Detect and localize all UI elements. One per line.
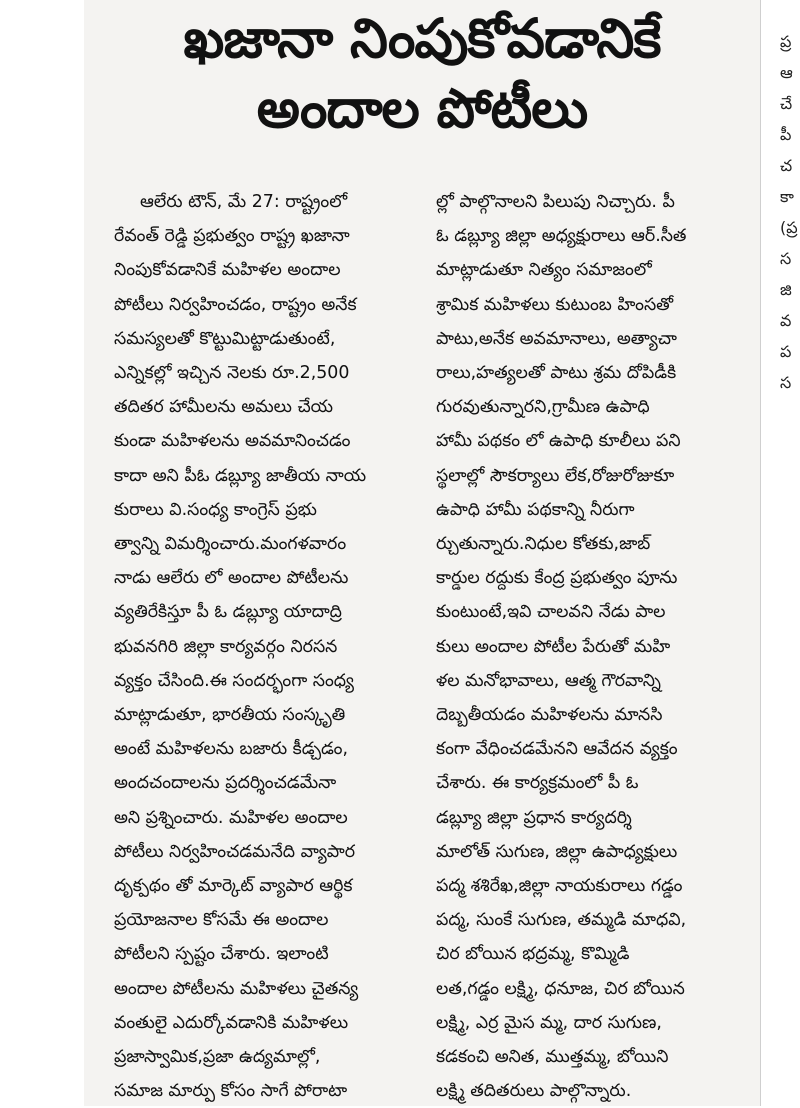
text-line: డబ్ల్యూ జిల్లా ప్రధాన కార్యదర్శి <box>436 807 632 828</box>
side-strip-fragment: ప <box>780 342 792 361</box>
newspaper-clipping <box>84 0 760 1106</box>
side-strip-fragment: చే <box>780 94 793 113</box>
text-line: కుంటుంటే,ఇవి చాలవని నేడు పాల <box>436 602 666 623</box>
text-line: వ్యతిరేకిస్తూ పీ ఓ డబ్ల్యూ యాదాద్రి <box>114 602 342 623</box>
text-line: అంటే మహిళలను బజారు కీడ్చడం, <box>114 739 349 760</box>
headline-line-2: అందాల పోటీలు <box>256 77 588 140</box>
text-line: దెబ్బతీయడం మహిళలను మానసి <box>436 705 663 726</box>
text-line: త్వాన్ని విమర్శించారు.మంగళవారం <box>114 534 347 555</box>
text-line: వంతులై ఎదుర్కోవడానికి మహిళలు <box>114 1012 349 1033</box>
side-strip-fragment: కా <box>780 187 794 206</box>
text-line: శ్రామిక మహిళలు కుటుంబ హింసతో <box>436 294 674 315</box>
text-line: పోటీలు నిర్వహించడమనేది వ్యాపార <box>114 841 356 862</box>
page-divider <box>760 0 761 1106</box>
text-line: మాలోత్ సుగుణ, జిల్లా ఉపాధ్యక్షులు <box>436 841 678 862</box>
text-line: ప్రయోజనాల కోసమే ఈ అందాల <box>114 910 329 931</box>
text-line: దృక్పథం తో మార్కెట్ వ్యాపార ఆర్థిక <box>114 876 353 897</box>
side-strip-fragment: ఆ <box>780 63 793 82</box>
text-line: మాట్లాడుతూ, భారతీయ సంస్కృతి <box>114 705 346 726</box>
text-line: కుండా మహిళలను అవమానించడం <box>114 431 351 452</box>
text-line: కడకంచి అనిత, ముత్తమ్మ, బోయిని <box>436 1047 669 1068</box>
text-line: ల్లో పాల్గొనాలని పిలుపు నిచ్చారు. పీ <box>436 192 675 212</box>
side-strip-fragment: స <box>780 249 792 268</box>
text-line: అందాల పోటీలను మహిళలు చైతన్య <box>114 978 359 999</box>
text-line: భువనగిరి జిల్లా కార్యవర్గం నిరసన <box>114 636 338 657</box>
text-line: స్థలాల్లో సౌకర్యాలు లేక,రోజురోజుకూ <box>436 465 675 486</box>
text-line: పోటీలు నిర్వహించడం, రాష్ట్రం అనేక <box>114 294 357 315</box>
side-strip-fragment: వ <box>780 311 792 330</box>
text-line: హామీ పథకం లో ఉపాధి కూలీలు పని <box>436 431 681 452</box>
text-line: లక్ష్మి తదితరులు పాల్గొన్నారు. <box>436 1081 632 1102</box>
text-line: సమస్యలతో కొట్టుమిట్టాడుతుంటే, <box>114 328 336 349</box>
text-line: తదితర హామీలను అమలు చేయ <box>114 397 334 418</box>
adjacent-article-strip <box>780 0 800 1106</box>
text-line: కాదా అని పీఓ డబ్ల్యూ జాతీయ నాయ <box>114 465 367 486</box>
text-line: పద్మ, సుంకే సుగుణ, తమ్మడి మాధవి, <box>436 910 687 931</box>
text-line: నింపుకోవడానికే మహిళల అందాల <box>114 260 341 281</box>
text-line: ఓ డబ్ల్యూ జిల్లా అధ్యక్షురాలు ఆర్.సీత <box>436 226 687 247</box>
text-line: కార్డుల రద్దుకు కేంద్ర ప్రభుత్వం పూను <box>436 568 678 589</box>
article-column-1 <box>114 185 414 1102</box>
text-line: కంగా వేధించడమేనని ఆవేదన వ్యక్తం <box>436 739 678 760</box>
text-line: అందచందాలను ప్రదర్శించడమేనా <box>114 773 337 794</box>
text-line: ర్చుతున్నారు.నిధుల కోతకు,జాబ్ <box>436 534 651 555</box>
text-line: సమాజ మార్పు కోసం సాగే పోరాటా <box>114 1081 348 1102</box>
text-line: ఎన్నికల్లో ఇచ్చిన నెలకు రూ.2,500 <box>114 363 350 384</box>
text-line: లత,గడ్డం లక్ష్మి, ధనూజ, చిర బోయిన <box>436 978 685 999</box>
text-line: పాటు,అనేక అవమానాలు, అత్యాచా <box>436 328 677 349</box>
text-line: పోటీలని స్పష్టం చేశారు. ఇలాంటి <box>114 944 329 965</box>
text-line: మాట్లాడుతూ నిత్యం సమాజంలో <box>436 260 652 281</box>
side-strip-fragment: పీ <box>780 125 792 144</box>
side-strip-fragment: చ <box>780 156 793 175</box>
text-line: లక్ష్మి, ఎర్ర మైస మ్మ, దార సుగుణ, <box>436 1012 662 1033</box>
text-line: చేశారు. ఈ కార్యక్రమంలో పీ ఓ <box>436 773 639 794</box>
text-line: గురవుతున్నారని,గ్రామీణ ఉపాధి <box>436 397 650 418</box>
article-column-2 <box>436 185 736 1102</box>
headline-line-1: ఖజానా నింపుకోవడానికే <box>183 7 661 70</box>
side-strip-fragment: జి <box>780 280 792 299</box>
text-line: చిర బోయిన భద్రమ్మ, కొమ్మిడి <box>436 944 630 965</box>
text-line: అని ప్రశ్నించారు. మహిళల అందాల <box>114 807 348 828</box>
text-line: రేవంత్ రెడ్డి ప్రభుత్వం రాష్ట్ర ఖజానా <box>114 226 350 247</box>
text-line: కులు అందాల పోటీల పేరుతో మహి <box>436 636 671 657</box>
text-line: నాడు ఆలేరు లో అందాల పోటీలను <box>114 568 349 589</box>
text-line: పద్మ శశిరేఖ,జిల్లా నాయకురాలు గడ్డం <box>436 876 683 897</box>
text-line: ప్రజాస్వామిక,ప్రజా ఉద్యమాల్లో, <box>114 1047 321 1068</box>
side-strip-fragment: స <box>780 373 792 392</box>
text-line: కురాలు వి.సంధ్య కాంగ్రెస్ ప్రభు <box>114 499 317 520</box>
text-line: ళల మనోభావాలు, ఆత్మ గౌరవాన్ని <box>436 670 661 691</box>
text-line: ఉపాధి హామీ పథకాన్ని నీరుగా <box>436 499 635 520</box>
text-line: ఆలేరు టౌన్, మే 27: రాష్ట్రంలో <box>140 192 348 212</box>
text-line: వ్యక్తం చేసింది.ఈ సందర్భంగా సంధ్య <box>114 670 354 691</box>
text-line: రాలు,హత్యలతో పాటు శ్రమ దోపిడీకి <box>436 363 677 384</box>
side-strip-fragment: (ప్ర <box>780 218 798 237</box>
side-strip-fragment: ప్ర <box>780 32 792 51</box>
